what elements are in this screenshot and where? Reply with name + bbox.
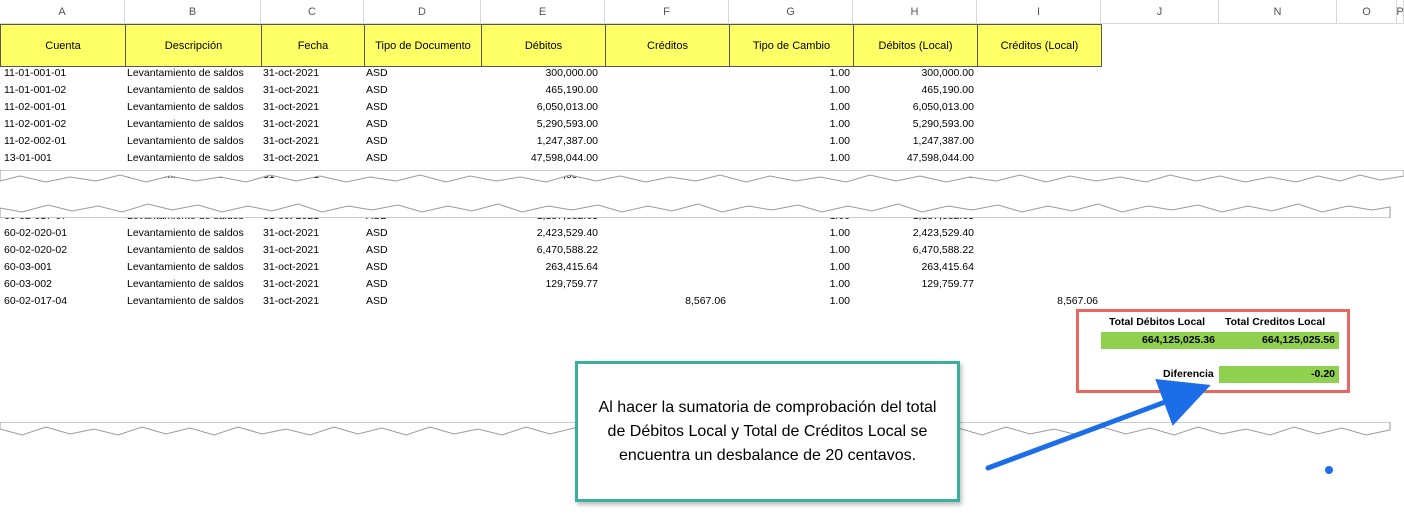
cell-creditos[interactable] [605, 276, 726, 293]
cell-tipo[interactable]: ASD [366, 295, 388, 307]
cell-cambio[interactable]: 1.00 [829, 101, 850, 113]
table-row [0, 99, 1110, 116]
cell-tipo[interactable]: ASD [366, 135, 388, 147]
cell-cuenta[interactable]: 60-02-020-02 [4, 244, 68, 256]
cell-tipo[interactable]: ASD [366, 278, 388, 290]
torn-edge-middle [0, 200, 1404, 218]
cell-cuenta[interactable]: 11-02-001-02 [4, 118, 67, 130]
cell-deb-local[interactable]: 6,050,013.00 [912, 101, 974, 113]
cell-creditos[interactable] [605, 225, 726, 242]
cell-tipo[interactable]: ASD [366, 244, 388, 256]
header-cell[interactable]: Débitos (Local) [853, 24, 978, 67]
cell-deb-local[interactable]: 129,759.77 [921, 278, 974, 290]
column-header-i[interactable]: I [977, 0, 1101, 24]
cell-cuenta[interactable]: 60-02-017-04 [4, 295, 68, 307]
total-creditos-value: 664,125,025.56 [1219, 332, 1339, 349]
column-header-n[interactable]: N [1219, 0, 1337, 24]
table-row [0, 82, 1110, 99]
header-cell[interactable]: Descripción [125, 24, 262, 67]
cell-creditos[interactable] [605, 150, 726, 167]
table-row [0, 116, 1110, 133]
table-row [0, 65, 1110, 82]
cell-deb-local[interactable]: 6,470,588.22 [912, 244, 974, 256]
cell-fecha[interactable]: 31-oct-2021 [263, 152, 320, 164]
annotation-callout [575, 361, 960, 502]
header-cell[interactable]: Tipo de Cambio [729, 24, 854, 67]
cell-cambio[interactable]: 1.00 [829, 67, 850, 79]
cell-tipo[interactable]: ASD [366, 261, 388, 273]
header-cell[interactable]: Créditos (Local) [977, 24, 1102, 67]
cell-cred-local[interactable] [977, 225, 1098, 242]
cell-cuenta[interactable]: 60-03-001 [4, 261, 52, 273]
cell-cambio[interactable]: 1.00 [829, 118, 850, 130]
table-row [0, 242, 1110, 259]
column-header-o[interactable]: O [1337, 0, 1397, 24]
cell-cuenta[interactable]: 11-02-001-01 [4, 101, 67, 113]
table-row [0, 225, 1110, 242]
total-debitos-value: 664,125,025.36 [1101, 332, 1219, 349]
cell-fecha[interactable]: 31-oct-2021 [263, 244, 320, 256]
total-creditos-label: Total Creditos Local [1225, 316, 1326, 328]
column-header-h[interactable]: H [853, 0, 977, 24]
cell-desc[interactable]: Levantamiento de saldos [127, 261, 244, 273]
cell-fecha[interactable]: 31-oct-2021 [263, 135, 320, 147]
cell-cred-local[interactable] [977, 276, 1098, 293]
cell-desc[interactable]: Levantamiento de saldos [127, 135, 244, 147]
cell-deb-local[interactable]: 300,000.00 [921, 67, 974, 79]
cell-desc[interactable]: Levantamiento de saldos [127, 118, 244, 130]
cell-desc[interactable]: Levantamiento de saldos [127, 227, 244, 239]
cell-cuenta[interactable]: 11-02-002-01 [4, 135, 67, 147]
cell-fecha[interactable]: 31-oct-2021 [263, 227, 320, 239]
cell-cred-local[interactable] [977, 133, 1098, 150]
cell-debitos[interactable]: 5,290,593.00 [536, 118, 598, 130]
cell-cambio[interactable]: 1.00 [829, 244, 850, 256]
diferencia-label: Diferencia [1163, 368, 1214, 380]
cell-creditos[interactable] [605, 133, 726, 150]
cell-creditos[interactable] [605, 82, 726, 99]
cell-fecha[interactable]: 31-oct-2021 [263, 84, 320, 96]
cell-cred-local[interactable] [977, 242, 1098, 259]
cell-fecha[interactable]: 31-oct-2021 [263, 67, 320, 79]
cell-cred-local[interactable] [977, 82, 1098, 99]
header-cell[interactable]: Cuenta [0, 24, 126, 67]
total-debitos-label: Total Débitos Local [1109, 316, 1206, 328]
cell-desc[interactable]: Levantamiento de saldos [127, 278, 244, 290]
cell-tipo[interactable]: ASD [366, 227, 388, 239]
cell-debitos[interactable]: 6,050,013.00 [536, 101, 598, 113]
column-header-d[interactable]: D [364, 0, 481, 24]
cell-tipo[interactable]: ASD [366, 152, 388, 164]
cell-cuenta[interactable]: 60-03-002 [4, 278, 52, 290]
header-cell[interactable]: Débitos [481, 24, 606, 67]
cell-cambio[interactable]: 1.00 [829, 295, 850, 307]
header-cell[interactable]: Tipo de Documento [364, 24, 482, 67]
cell-debitos[interactable]: 2,423,529.40 [536, 227, 598, 239]
column-header-e[interactable]: E [481, 0, 605, 24]
column-header-a[interactable]: A [0, 0, 125, 24]
cell-creditos[interactable] [605, 116, 726, 133]
column-header-p[interactable]: P [1397, 0, 1404, 24]
cell-cambio[interactable]: 1.00 [829, 227, 850, 239]
column-header-j[interactable]: J [1101, 0, 1219, 24]
column-header-g[interactable]: G [729, 0, 853, 24]
cell-cred-local[interactable] [977, 65, 1098, 82]
cell-cambio[interactable]: 1.00 [829, 261, 850, 273]
cell-fecha[interactable]: 31-oct-2021 [263, 278, 320, 290]
cell-deb-local[interactable]: 2,423,529.40 [912, 227, 974, 239]
torn-edge-top [0, 170, 1404, 186]
cell-debitos[interactable]: 6,470,588.22 [536, 244, 598, 256]
cell-cuenta[interactable]: 11-01-001-02 [4, 84, 67, 96]
cell-tipo[interactable]: ASD [366, 101, 388, 113]
cell-tipo[interactable]: ASD [366, 84, 388, 96]
cell-deb-local[interactable]: 5,290,593.00 [912, 118, 974, 130]
dot-marker [1325, 466, 1333, 474]
cell-tipo[interactable]: ASD [366, 118, 388, 130]
cell-cambio[interactable]: 1.00 [829, 135, 850, 147]
cell-creditos[interactable] [605, 65, 726, 82]
cell-debitos[interactable]: 129,759.77 [545, 278, 598, 290]
cell-deb-local[interactable]: 263,415.64 [921, 261, 974, 273]
header-cell[interactable]: Créditos [605, 24, 730, 67]
cell-fecha[interactable]: 31-oct-2021 [263, 295, 320, 307]
table-row [0, 150, 1110, 167]
cell-deb-local[interactable]: 47,598,044.00 [906, 152, 974, 164]
cell-creditos[interactable] [605, 242, 726, 259]
cell-creditos[interactable] [605, 259, 726, 276]
cell-debitos[interactable]: 300,000.00 [545, 67, 598, 79]
cell-desc[interactable]: Levantamiento de saldos [127, 295, 244, 307]
cell-cred-local[interactable]: 8,567.06 [1057, 295, 1098, 307]
cell-cred-local[interactable] [977, 259, 1098, 276]
header-cell[interactable]: Fecha [261, 24, 365, 67]
cell-creditos[interactable] [605, 99, 726, 116]
cell-desc[interactable]: Levantamiento de saldos [127, 244, 244, 256]
cell-tipo[interactable]: ASD [366, 67, 388, 79]
cell-fecha[interactable]: 31-oct-2021 [263, 261, 320, 273]
cell-deb-local[interactable]: 1,247,387.00 [912, 135, 974, 147]
cell-desc[interactable]: Levantamiento de saldos [127, 67, 244, 79]
table-row [0, 259, 1110, 276]
annotation-text: Al hacer la sumatoria de comprobación del total de Débitos Local y Total de Créditos Local se encuentra un desbalance de 20 centavos. [598, 398, 937, 464]
cell-creditos[interactable]: 8,567.06 [685, 295, 726, 307]
diferencia-value: -0.20 [1219, 366, 1339, 383]
cell-deb-local[interactable] [853, 293, 974, 310]
cell-debitos[interactable]: 1,247,387.00 [536, 135, 598, 147]
cell-fecha[interactable]: 31-oct-2021 [263, 101, 320, 113]
cell-debitos[interactable]: 263,415.64 [545, 261, 598, 273]
cell-fecha[interactable]: 31-oct-2021 [263, 118, 320, 130]
cell-cambio[interactable]: 1.00 [829, 152, 850, 164]
cell-cambio[interactable]: 1.00 [829, 278, 850, 290]
column-header-b[interactable]: B [125, 0, 261, 24]
cell-desc[interactable]: Levantamiento de saldos [127, 101, 244, 113]
table-row [0, 293, 1110, 310]
cell-desc[interactable]: Levantamiento de saldos [127, 152, 244, 164]
cell-cred-local[interactable] [977, 99, 1098, 116]
cell-debitos[interactable]: 465,190.00 [545, 84, 598, 96]
cell-desc[interactable]: Levantamiento de saldos [127, 84, 244, 96]
column-header-f[interactable]: F [605, 0, 729, 24]
cell-deb-local[interactable]: 465,190.00 [921, 84, 974, 96]
cell-cred-local[interactable] [977, 116, 1098, 133]
cell-cambio[interactable]: 1.00 [829, 84, 850, 96]
cell-cred-local[interactable] [977, 150, 1098, 167]
cell-cuenta[interactable]: 60-02-020-01 [4, 227, 68, 239]
cell-cuenta[interactable]: 11-01-001-01 [4, 67, 67, 79]
summary-highlight-box [1076, 309, 1350, 393]
spreadsheet-top-fragment [0, 0, 1404, 182]
column-header-c[interactable]: C [261, 0, 364, 24]
cell-cuenta[interactable]: 13-01-001 [4, 152, 52, 164]
cell-debitos[interactable] [481, 293, 598, 310]
table-row [0, 133, 1110, 150]
cell-debitos[interactable]: 47,598,044.00 [530, 152, 598, 164]
table-row [0, 276, 1110, 293]
